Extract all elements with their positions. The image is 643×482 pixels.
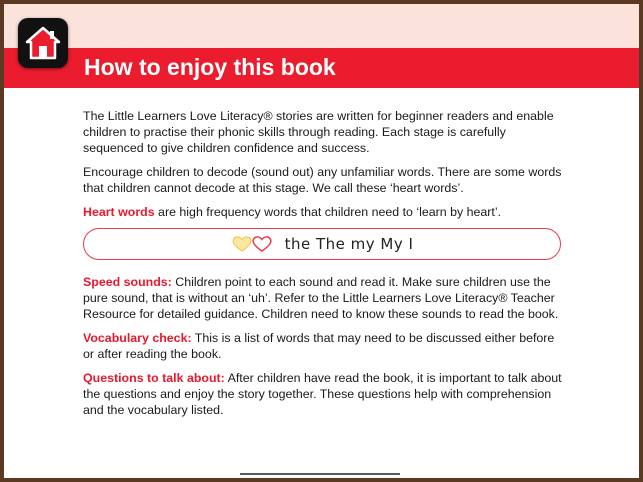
home-button[interactable] xyxy=(18,18,68,68)
questions-label: Questions to talk about: xyxy=(83,371,225,385)
top-strip xyxy=(4,4,639,48)
vocabulary-text: This is a list of words that may need to be discussed either before or after reading the book. xyxy=(83,331,555,361)
intro-paragraph-1: The Little Learners Love Literacy® stories are written for beginner readers and enable children to practise their phonic skills through reading. Each stage is carefully sequenced to give children confidence and success. xyxy=(83,109,554,155)
page-title: How to enjoy this book xyxy=(84,54,336,80)
intro-paragraph-2: Encourage children to decode (sound out) any unfamiliar words. There are some words that children cannot decode at this stage. We call these ‘heart words’. xyxy=(83,165,562,195)
heart-words-paragraph xyxy=(83,204,563,220)
questions-paragraph xyxy=(83,370,563,418)
heart-words-label: Heart words xyxy=(83,205,155,219)
vocabulary-label: Vocabulary check: xyxy=(83,331,192,345)
book-page xyxy=(4,4,639,478)
home-indicator[interactable] xyxy=(240,473,400,475)
speed-sounds-label: Speed sounds: xyxy=(83,275,172,289)
heart-words-list: the The my My I xyxy=(284,235,414,253)
speed-sounds-paragraph xyxy=(83,274,563,322)
vocabulary-paragraph xyxy=(83,330,563,362)
heart-words-box xyxy=(83,228,561,260)
heart-words-text: are high frequency words that children need to ‘learn by heart’. xyxy=(154,205,502,219)
content xyxy=(83,108,563,426)
speed-sounds-text: Children point to each sound and read it. Make sure children use the pure sound, that is without an ‘uh’. Refer to the Little Learners Love Literacy® Teacher Resource for detailed guidance. Children need to know these sounds to read the book. xyxy=(83,275,559,321)
heart-icon xyxy=(231,235,275,253)
questions-text: After children have read the book, it is important to talk about the questions and enjoy the story together. These questions help with comprehension and the vocabulary listed. xyxy=(83,371,562,417)
